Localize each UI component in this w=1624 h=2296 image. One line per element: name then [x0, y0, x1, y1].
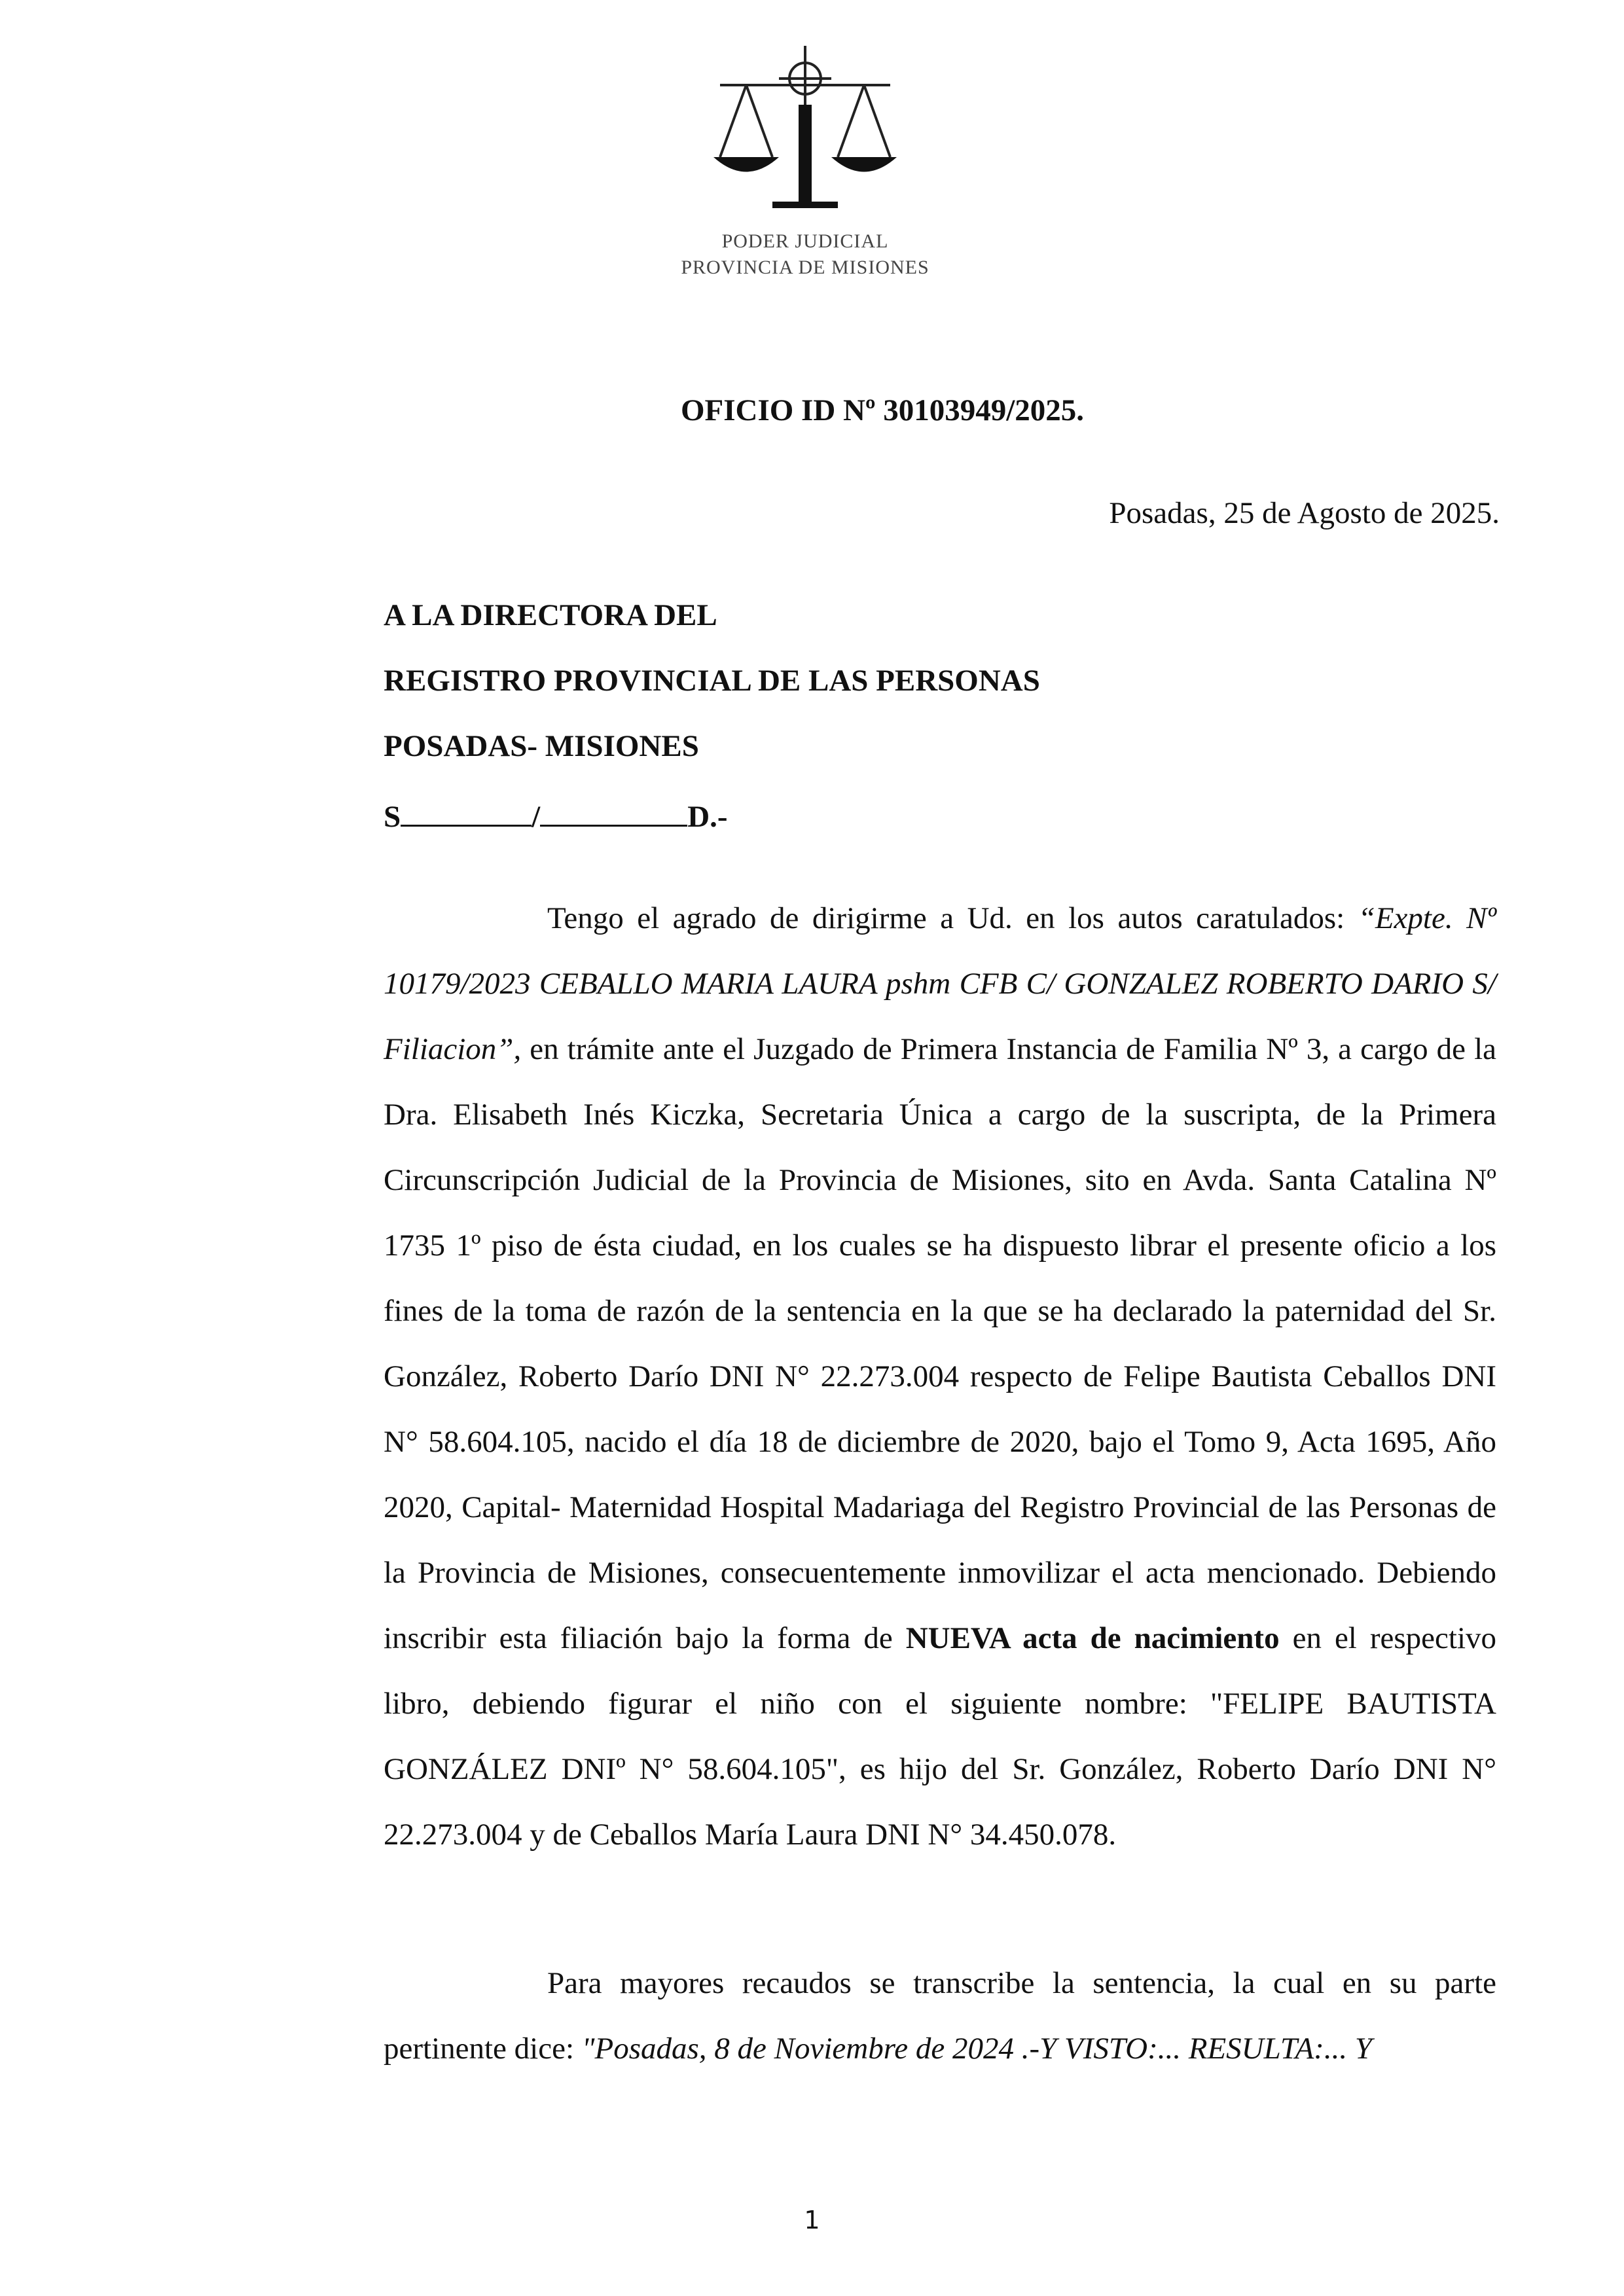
- salutation-sd: [384, 794, 728, 834]
- addressee-line-2: REGISTRO PROVINCIAL DE LAS PERSONAS: [384, 664, 1040, 698]
- sentence-quote: "Posadas, 8 de Noviembre de 2024 .-Y VISTO:... RESULTA:... Y: [581, 2032, 1372, 2066]
- p1-bold-phrase: NUEVA acta de nacimiento: [905, 1621, 1280, 1655]
- p1-closing: en el respectivo libro, debiendo figurar el niño con el siguiente nombre: "FELIPE BAUTISTA GONZÁLEZ DNIº N° 58.604.105", es hijo del Sr. González, Roberto Darío DNI N° 22.273.004 y de Ceballos María Laura DNI N° 34.450.078.: [384, 1621, 1496, 1852]
- institution-province: PROVINCIA DE MISIONES: [681, 257, 929, 278]
- document-title: [0, 393, 1624, 428]
- body-paragraph-2: [384, 1950, 1496, 2081]
- p1-intro: Tengo el agrado de dirigirme a Ud. en los autos caratulados:: [547, 901, 1358, 935]
- addressee-line-1: A LA DIRECTORA DEL: [384, 598, 717, 632]
- body-paragraph-1: [384, 886, 1496, 1867]
- document-title-text: OFICIO ID Nº 30103949/2025.: [680, 393, 1085, 427]
- judicial-seal-logo: [668, 39, 943, 288]
- document-date: Posadas, 25 de Agosto de 2025.: [1109, 496, 1500, 530]
- sd-underline-1: [401, 794, 532, 827]
- sd-slash: /: [532, 800, 541, 834]
- institution-name: PODER JUDICIAL: [721, 230, 889, 252]
- page-number: 1: [804, 2206, 820, 2234]
- scales-of-justice-icon: [694, 39, 916, 236]
- p2-intro: Para mayores recaudos se transcribe la sentencia, la cual en su parte pertinente dice:: [384, 1966, 1496, 2066]
- sd-s: S: [384, 800, 401, 834]
- p1-body: en trámite ante el Juzgado de Primera Instancia de Familia Nº 3, a cargo de la Dra. Elisabeth Inés Kiczka, Secretaria Única a cargo de la suscripta, de la Primera Circunscripción Judicial de la Provincia de Misiones, sito en Avda. Santa Catalina Nº 1735 1º piso de ésta ciudad, en los cuales se ha dispuesto librar el presente oficio a los fines de la toma de razón de la sentencia en la que se ha declarado la paternidad del Sr. González, Roberto Darío DNI N° 22.273.004 respecto de Felipe Bautista Ceballos DNI N° 58.604.105, nacido el día 18 de diciembre de 2020, bajo el Tomo 9, Acta 1695, Año 2020, Capital- Maternidad Hospital Madariaga del Registro Provincial de las Personas de la Provincia de Misiones, consecuentemente inmovilizar el acta mencionado. Debiendo inscribir esta filiación bajo la forma de: [384, 1032, 1496, 1655]
- sd-underline-2: [540, 794, 687, 827]
- sd-d: D.-: [687, 800, 728, 834]
- addressee-line-3: POSADAS- MISIONES: [384, 729, 699, 763]
- case-title: “Expte. Nº 10179/2023 CEBALLO MARIA LAURA pshm CFB C/ GONZALEZ ROBERTO DARIO S/ Filiacion”,: [384, 901, 1496, 1066]
